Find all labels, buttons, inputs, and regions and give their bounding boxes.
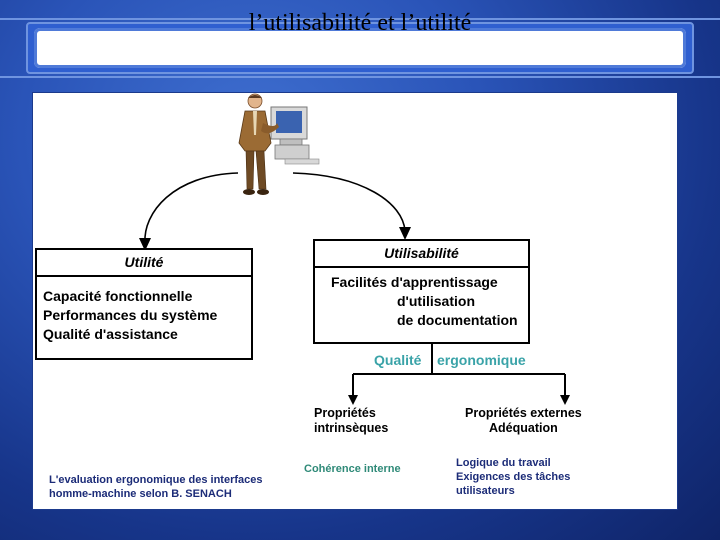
utilite-items <box>43 287 217 344</box>
diagram-panel <box>33 93 677 509</box>
slide-title: l’utilisabilité et l’utilité <box>248 10 472 36</box>
citation-line: homme-machine selon B. SENACH <box>49 488 232 500</box>
utilisabilite-box <box>313 239 530 344</box>
utilite-box <box>35 248 253 360</box>
utilite-item: Performances du système <box>43 307 218 323</box>
utilite-item: Qualité d'assistance <box>43 326 178 342</box>
utilite-header: Utilité <box>37 250 251 277</box>
detail-line: Exigences des tâches <box>456 471 571 483</box>
proprietes-intrinseques <box>314 406 388 436</box>
utilisabilite-item: d'utilisation <box>397 293 475 309</box>
utilisabilite-header: Utilisabilité <box>315 241 528 268</box>
qualite-word: Qualité <box>374 352 422 368</box>
ergonomique-word: ergonomique <box>437 352 526 368</box>
arrow-to-utilisabilite <box>293 173 405 231</box>
arrow-head-icon <box>348 395 358 405</box>
label-line: Propriétés <box>314 406 376 420</box>
label-line: intrinsèques <box>314 421 389 435</box>
arrow-to-utilite <box>145 173 238 243</box>
utilisabilite-item: Facilités d'apprentissage <box>331 274 498 290</box>
detail-line: utilisateurs <box>456 485 515 497</box>
utilite-item: Capacité fonctionnelle <box>43 288 193 304</box>
proprietes-externes <box>465 406 582 436</box>
arrow-head-icon <box>560 395 570 405</box>
title-rule-bottom <box>0 76 720 78</box>
source-citation <box>49 473 263 501</box>
label-line: Propriétés externes <box>465 406 582 420</box>
proprietes-externes-details <box>456 456 570 498</box>
citation-line: L'evaluation ergonomique des interfaces <box>49 474 263 486</box>
detail-line: Logique du travail <box>456 457 551 469</box>
person-at-computer-illustration <box>239 94 319 195</box>
coherence-interne: Cohérence interne <box>304 463 401 475</box>
utilisabilite-item: de documentation <box>397 312 518 328</box>
label-line: Adéquation <box>488 421 558 435</box>
